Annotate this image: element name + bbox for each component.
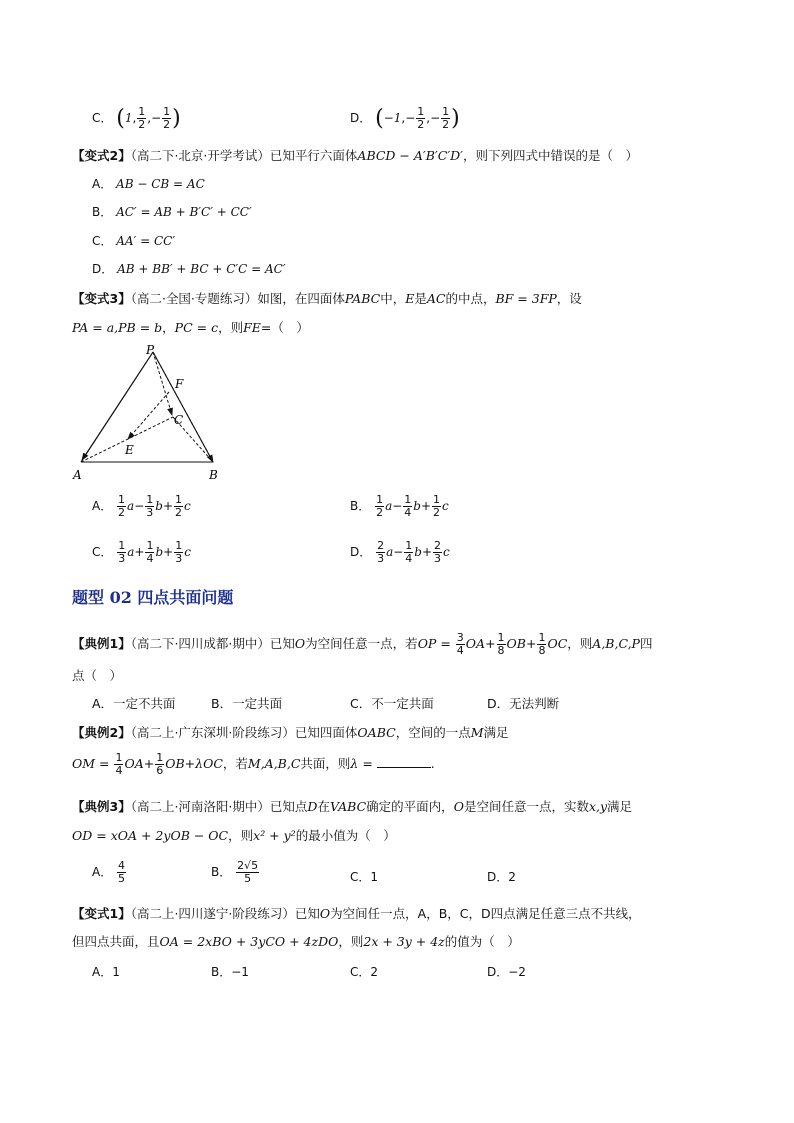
example2-stem-line2: OM = $\frac{1}{4}$ OA+ $\frac{1}{6}$ OB+λOC，若M,A,B,C共面，则λ = . — [72, 751, 435, 777]
option-label: A． — [92, 865, 113, 879]
vector-fe — [128, 392, 169, 439]
variant1-option-c: C．2 — [350, 965, 379, 979]
vector-term: OB — [165, 756, 185, 771]
variant2-option-c — [92, 232, 175, 249]
label-f: F — [175, 377, 184, 391]
stem-text: 在 — [317, 799, 330, 814]
question-tag: 【典例2】 — [72, 725, 131, 740]
example3-stem-line2 — [72, 826, 396, 844]
example3-option-d: D．2 — [487, 870, 516, 884]
numerator: 1 — [433, 493, 441, 506]
stem-text: 是 — [414, 291, 427, 306]
variant1-option-d: D．−2 — [487, 965, 526, 979]
paren-close: ) — [172, 106, 181, 131]
example1-stem: 【典例1】（高二下·四川成都·期中）已知O为空间任意一点，若OP = $\frac{3}{4}$ OA+ $\frac{1}{8}$ OB+ $\frac{1}{8}$ OC，则A,B,C,P四 — [72, 631, 653, 657]
numerator: 1 — [138, 105, 146, 118]
denominator: 2 — [118, 506, 126, 519]
vector-term: OA — [465, 636, 486, 651]
denominator: 6 — [156, 764, 164, 777]
sign: − — [393, 545, 404, 559]
option-label: D． — [350, 111, 372, 125]
example1-stem-line2: 点（ ） — [72, 668, 123, 683]
stem-text: ，则 — [338, 934, 364, 949]
stem-text: 为空间任一点，A，B，C，D四点满足任意三点不共线， — [330, 906, 641, 921]
option-math: AA′ = CC′ — [116, 234, 176, 248]
numerator: 2 — [377, 539, 385, 552]
example3-option-b — [211, 860, 260, 885]
stem-text: 确定的平面内， — [366, 799, 454, 814]
denominator: 3 — [146, 506, 154, 519]
math-equation: OA = 2xBO + 3yCO + 4zDO — [159, 934, 339, 949]
numerator: 1 — [156, 751, 164, 764]
numerator: 1 — [118, 493, 126, 506]
option-label: D． — [92, 262, 114, 276]
option-label: C． — [92, 111, 113, 125]
vector-term: λOC — [195, 756, 223, 771]
variant3-option-c — [92, 540, 191, 565]
numerator: 1 — [442, 105, 450, 118]
sign: + — [421, 545, 433, 559]
sign: + — [420, 499, 432, 513]
stem-text: . — [430, 756, 435, 771]
math-lambda: λ = — [350, 756, 373, 771]
answer-blank[interactable] — [377, 767, 431, 768]
option-label: A． — [92, 177, 113, 191]
math-point: O — [453, 799, 464, 814]
vector-term: OB — [506, 636, 526, 651]
numerator: 2√5 — [237, 859, 259, 872]
math-points: A,B,C,P — [592, 636, 640, 651]
stem-text: 中， — [380, 291, 406, 306]
sign: + — [163, 545, 174, 559]
stem-text: =（ ） — [260, 320, 309, 335]
denominator: 8 — [538, 644, 546, 657]
vector-var: c — [184, 499, 191, 513]
fraction — [174, 494, 183, 519]
fraction — [404, 540, 413, 565]
math-vars: x,y — [588, 799, 608, 814]
numerator: 1 — [404, 493, 412, 506]
vector-term: OA — [124, 756, 144, 771]
stem-text: ，则 — [228, 828, 254, 843]
math-equation: OD = xOA + 2yOB − OC — [72, 828, 229, 843]
denominator: 4 — [405, 552, 413, 565]
numerator: 1 — [115, 751, 123, 764]
fraction — [145, 494, 154, 519]
math-shape: VABC — [329, 799, 367, 814]
sign: − — [134, 499, 145, 513]
denominator: 4 — [115, 764, 123, 777]
numerator: 1 — [497, 631, 505, 644]
variant2-stem — [72, 146, 638, 164]
vector-var: b — [155, 499, 163, 513]
variant3-option-d — [350, 540, 450, 565]
denominator: 2 — [442, 118, 450, 131]
label-e: E — [125, 443, 134, 457]
numerator: 1 — [163, 105, 171, 118]
denominator: 4 — [404, 506, 412, 519]
stem-text: 满足 — [607, 799, 633, 814]
question-tag: 【典例3】 — [72, 799, 131, 814]
denominator: 3 — [175, 552, 183, 565]
label-p: P — [146, 343, 155, 357]
denominator: 3 — [434, 552, 442, 565]
question-tag: 【变式3】 — [72, 291, 131, 306]
option-math: AC′ = AB + B′C′ + CC′ — [116, 205, 252, 219]
numerator: 1 — [118, 539, 126, 552]
label-c: C — [174, 413, 184, 427]
stem-text: ， — [162, 320, 175, 335]
stem-text: 已知 — [269, 636, 295, 651]
math-condition: BF = 3FP — [495, 291, 557, 306]
tetrahedron-figure — [70, 342, 230, 484]
option-label: C． — [92, 234, 113, 248]
stem-text: ，设 — [556, 291, 582, 306]
vector-var: c — [184, 545, 191, 559]
math-vectors: PC = c — [174, 320, 219, 335]
vector-var: c — [443, 545, 450, 559]
stem-text: 的中点， — [445, 291, 496, 306]
paren-close: ) — [451, 106, 460, 131]
coord-a: −1 — [383, 111, 402, 125]
numerator: 1 — [175, 493, 183, 506]
stem-text: ，则 — [218, 320, 244, 335]
fraction — [117, 860, 126, 885]
math-segment: AC — [426, 291, 446, 306]
numerator: 1 — [405, 539, 413, 552]
vector-var: b — [413, 499, 421, 513]
paren-open: ( — [375, 106, 384, 131]
option-label: B． — [350, 499, 371, 513]
stem-text: ，空间的一点 — [395, 725, 471, 740]
fraction — [376, 540, 385, 565]
denominator: 2 — [433, 506, 441, 519]
stem-text: 的值为（ ） — [444, 934, 520, 949]
stem-text: 已知点 — [269, 799, 308, 814]
stem-text: 已知四面体 — [294, 725, 358, 740]
stem-text: 满足 — [483, 725, 509, 740]
numerator: 2 — [434, 539, 442, 552]
example3-option-c: C．1 — [350, 870, 379, 884]
fraction — [537, 632, 546, 657]
math-target: FE — [243, 320, 261, 335]
variant1-option-a: A．1 — [92, 965, 120, 979]
vector-var: b — [414, 545, 422, 559]
prev-option-c: C． (1, $\frac{1}{2}$ ,− $\frac{1}{2}$ ) — [92, 105, 181, 131]
stem-text: ，则 — [567, 636, 593, 651]
fraction — [137, 106, 146, 131]
vector-var: b — [155, 545, 164, 559]
option-label: B． — [211, 865, 232, 879]
math-point: E — [405, 291, 415, 306]
example2-stem — [72, 723, 509, 741]
example3-option-a — [92, 860, 127, 885]
math-point: M — [470, 725, 484, 740]
option-label: A． — [92, 499, 113, 513]
example1-option-b: B．一定共面 — [211, 696, 283, 711]
example1-option-a: A．一定不共面 — [92, 696, 176, 711]
numerator: 1 — [376, 493, 384, 506]
math-point: D — [307, 799, 318, 814]
fraction — [456, 632, 465, 657]
question-source: （高二上·河南洛阳·期中） — [130, 799, 270, 814]
fraction — [174, 540, 183, 565]
sign: + — [134, 545, 145, 559]
option-label: D． — [350, 545, 372, 559]
section-title: 题型 02 四点共面问题 — [72, 588, 234, 607]
numerator: 1 — [175, 539, 183, 552]
question-source: （高二上·四川遂宁·阶段练习） — [130, 906, 295, 921]
option-math: AB − CB = AC — [116, 177, 205, 191]
variant3-option-b — [350, 494, 449, 519]
denominator: 2 — [376, 506, 384, 519]
stem-text: 四 — [639, 636, 653, 651]
question-source: （高二下·四川成都·期中） — [130, 636, 270, 651]
example1-option-c: C．不一定共面 — [350, 696, 434, 711]
math-shape: ABCD − A′B′C′D′ — [357, 148, 464, 163]
fraction — [236, 860, 259, 885]
vector-term: OC — [547, 636, 568, 651]
math-shape: PABC — [344, 291, 381, 306]
fraction — [114, 752, 123, 777]
stem-text: 但四点共面，且 — [72, 934, 160, 949]
math-expression: 2x + 3y + 4z — [363, 934, 445, 949]
question-tag: 【变式2】 — [72, 148, 131, 163]
math-point: O — [319, 906, 331, 921]
vector-term: OP — [417, 636, 437, 651]
example1-option-d: D．无法判断 — [487, 696, 560, 711]
fraction — [375, 494, 384, 519]
variant2-option-b — [92, 203, 252, 220]
math-point: O — [294, 636, 306, 651]
stem-text: 已知平行六面体 — [269, 148, 358, 163]
variant3-stem-line2 — [72, 318, 309, 336]
question-source: （高二下·北京·开学考试） — [130, 148, 270, 163]
coord-a: 1 — [124, 111, 133, 125]
example3-stem — [72, 797, 632, 815]
label-a: A — [73, 468, 82, 482]
option-math: AB + BB′ + BC + C′C = AC′ — [117, 262, 286, 276]
math-vectors: PA = a,PB = b — [72, 320, 163, 335]
variant3-stem — [72, 289, 582, 307]
fraction — [162, 106, 171, 131]
stem-text: 已知 — [294, 906, 320, 921]
stem-text: 为空间任意一点，若 — [305, 636, 418, 651]
stem-text: 的最小值为（ ） — [295, 828, 396, 843]
vector-var: a — [385, 499, 393, 513]
numerator: 1 — [538, 631, 546, 644]
math-shape: OABC — [357, 725, 396, 740]
variant1-stem — [72, 904, 641, 922]
variant2-option-d — [92, 260, 286, 277]
numerator: 3 — [456, 631, 464, 644]
sign: − — [392, 499, 403, 513]
question-tag: 【典例1】 — [72, 636, 131, 651]
fraction — [416, 106, 425, 131]
edge-pc — [153, 352, 172, 415]
question-source: （高二上·广东深圳·阶段练习） — [130, 725, 295, 740]
numerator: 1 — [146, 493, 154, 506]
numerator: 4 — [118, 859, 126, 872]
vector-var: a — [127, 545, 135, 559]
denominator: 4 — [146, 552, 154, 565]
fraction — [441, 106, 450, 131]
variant3-option-a — [92, 494, 191, 519]
variant2-option-a — [92, 175, 205, 192]
numerator: 1 — [146, 539, 154, 552]
denominator: 4 — [456, 644, 464, 657]
question-tag: 【变式1】 — [72, 906, 131, 921]
fraction — [155, 752, 164, 777]
fraction — [433, 540, 442, 565]
stem-text: ，若 — [222, 756, 248, 771]
denominator: 2 — [138, 118, 146, 131]
denominator: 3 — [118, 552, 126, 565]
vector-var: a — [127, 499, 135, 513]
math-points: M,A,B,C — [247, 756, 301, 771]
stem-text: ，则下列四式中错误的是（ ） — [463, 148, 639, 163]
option-label: B． — [92, 205, 113, 219]
question-source: （高二·全国·专题练习） — [130, 291, 258, 306]
prev-option-d: D． (−1,− $\frac{1}{2}$ ,− $\frac{1}{2}$ ) — [350, 105, 460, 131]
sign: + — [162, 499, 174, 513]
stem-text: 共面，则 — [300, 756, 351, 771]
denominator: 8 — [497, 644, 505, 657]
variant1-stem-line2 — [72, 932, 520, 950]
option-label: C． — [92, 545, 113, 559]
math-expression: x² + y² — [253, 828, 296, 843]
fraction — [117, 494, 126, 519]
stem-text: 是空间任意一点，实数 — [463, 799, 589, 814]
vector-var: a — [386, 545, 394, 559]
vector-var: c — [442, 499, 449, 513]
denominator: 2 — [175, 506, 183, 519]
fraction — [403, 494, 412, 519]
fraction — [497, 632, 506, 657]
denominator: 5 — [118, 872, 126, 885]
stem-text: 如图，在四面体 — [257, 291, 345, 306]
label-b: B — [209, 468, 218, 482]
denominator: 3 — [377, 552, 385, 565]
denominator: 2 — [417, 118, 425, 131]
variant1-option-b: B．−1 — [211, 965, 249, 979]
fraction — [117, 540, 126, 565]
vector-term: OM — [72, 756, 96, 771]
fraction — [432, 494, 441, 519]
fraction — [145, 540, 154, 565]
paren-open: ( — [116, 106, 125, 131]
denominator: 2 — [163, 118, 171, 131]
denominator: 5 — [244, 872, 252, 885]
numerator: 1 — [417, 105, 425, 118]
